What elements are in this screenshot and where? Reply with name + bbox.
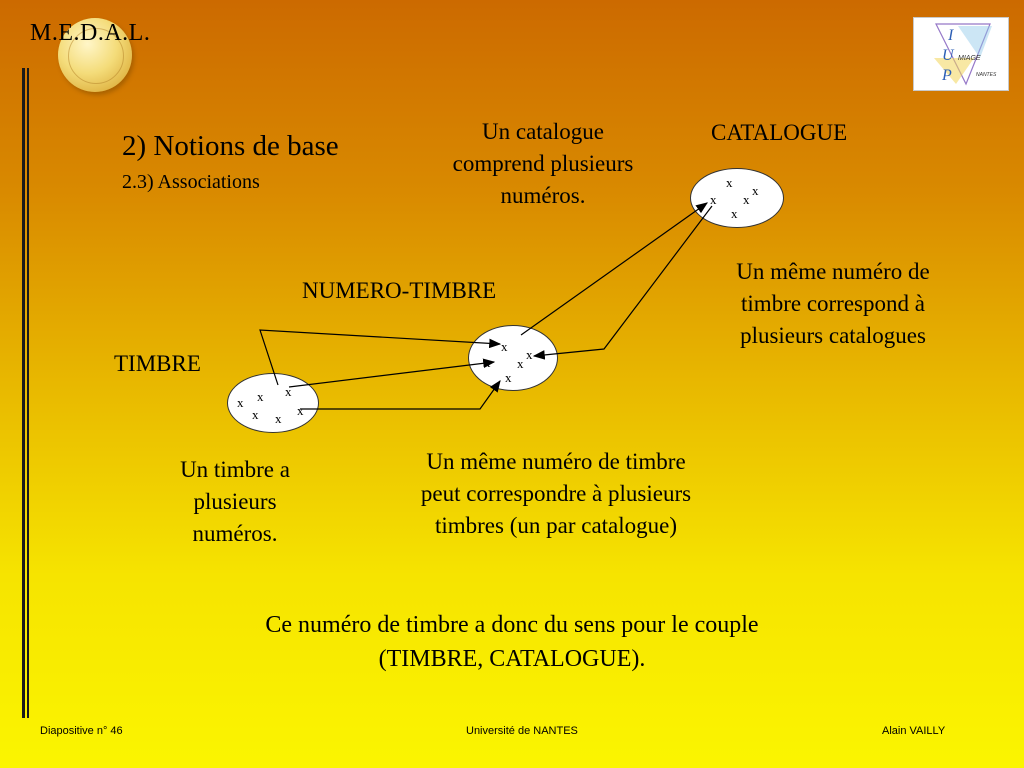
arrow-timbre-to-numero-bottom	[300, 381, 500, 409]
section-title: 2) Notions de base	[122, 130, 339, 162]
svg-text:I: I	[948, 27, 954, 44]
section-subtitle: 2.3) Associations	[122, 171, 260, 193]
note-line: plusieurs catalogues	[740, 323, 926, 348]
note-line: Un même numéro de	[736, 259, 930, 284]
note-line: timbres (un par catalogue)	[434, 513, 678, 538]
header-title: M.E.D.A.L.	[30, 20, 151, 46]
element-mark: x	[252, 407, 259, 422]
svg-text:P: P	[942, 67, 952, 84]
element-mark: x	[710, 192, 717, 207]
entity-label-timbre: TIMBRE	[114, 351, 201, 376]
svg-text:U: U	[942, 47, 954, 64]
element-mark: x	[731, 206, 738, 221]
note-line: peut correspondre à plusieurs	[420, 481, 692, 506]
element-mark: x	[517, 356, 524, 371]
element-mark: x	[297, 403, 304, 418]
element-mark: x	[505, 370, 512, 385]
note-line: Un catalogue	[482, 119, 604, 144]
conclusion-line: Ce numéro de timbre a donc du sens pour le couple	[265, 612, 759, 638]
entity-label-numero-timbre: NUMERO-TIMBRE	[302, 278, 497, 303]
element-mark: x	[257, 389, 264, 404]
note-line: numéros.	[500, 183, 586, 208]
arrow-timbre-to-numero	[289, 362, 494, 387]
svg-text:NANTES: NANTES	[976, 72, 997, 78]
svg-text:MIAGE: MIAGE	[958, 55, 981, 62]
arrow-timbre-up-to-numero	[260, 330, 500, 385]
element-mark: x	[752, 183, 759, 198]
footer-author: Alain VAILLY	[882, 725, 946, 737]
element-mark: x	[501, 339, 508, 354]
note-line: numéros.	[192, 521, 278, 546]
note-line: Un même numéro de timbre	[426, 449, 686, 474]
note-line: plusieurs	[193, 489, 277, 514]
element-mark: x	[526, 347, 533, 362]
footer-slide-number: Diapositive n° 46	[40, 725, 123, 737]
entity-label-catalogue: CATALOGUE	[711, 120, 848, 145]
element-mark: x	[237, 395, 244, 410]
element-mark: x	[285, 384, 292, 399]
note-line: comprend plusieurs	[452, 151, 634, 176]
element-mark: x	[275, 411, 282, 426]
conclusion-line: (TIMBRE, CATALOGUE).	[378, 646, 646, 672]
footer-university: Université de NANTES	[466, 725, 578, 737]
note-line: Un timbre a	[180, 457, 290, 482]
arrow-catalogue-to-numero	[534, 206, 712, 356]
element-mark: x	[743, 192, 750, 207]
note-line: timbre correspond à	[741, 291, 925, 316]
element-mark: x	[726, 175, 733, 190]
arrow-numero-to-catalogue	[521, 203, 707, 335]
